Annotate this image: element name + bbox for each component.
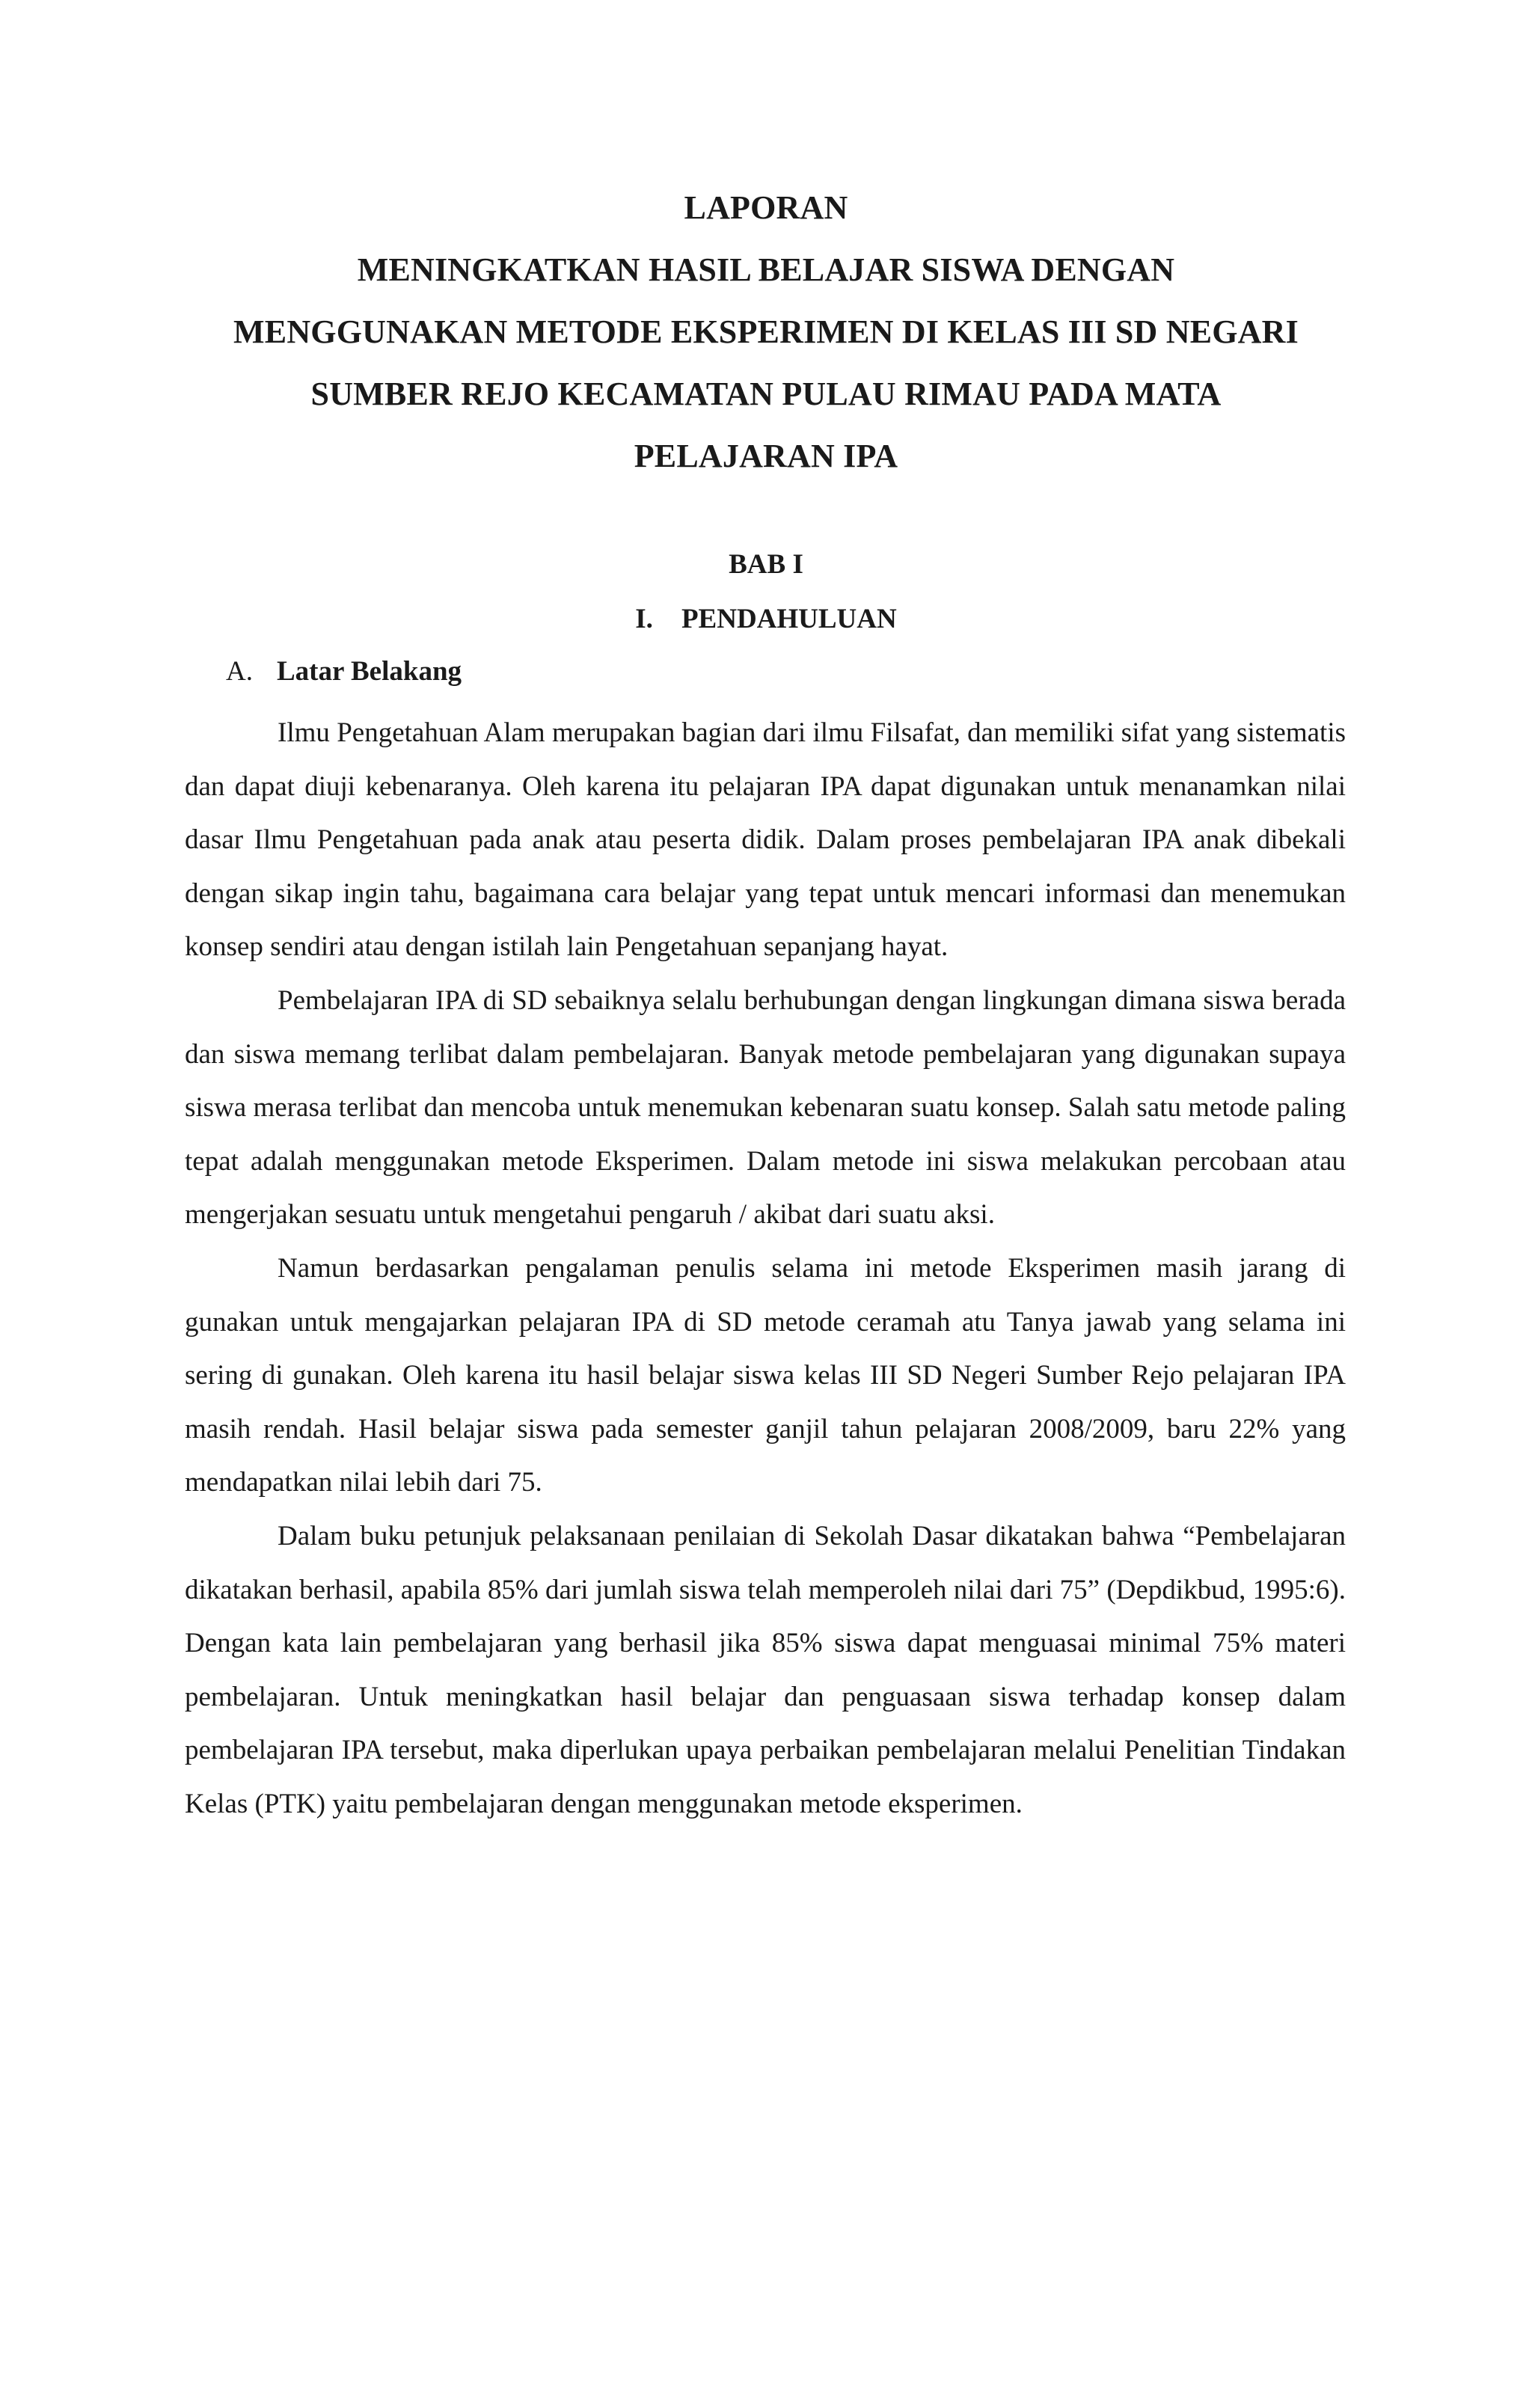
chapter-heading [0,601,1532,638]
title-line: LAPORAN [684,189,848,226]
title-line: MENINGKATKAN HASIL BELAJAR SISWA DENGAN [357,251,1175,288]
title-line: PELAJARAN IPA [634,438,898,474]
paragraph: Pembelajaran IPA di SD sebaiknya selalu berhubungan dengan lingkungan dimana siswa berada dan siswa memang terlibat dalam pembelajaran. Banyak metode pembelajaran yang digunakan supaya siswa merasa terlibat dan mencoba untuk menemukan kebenaran suatu konsep. Salah satu metode paling tepat adalah menggunakan metode Eksperimen. Dalam metode ini siswa melakukan percobaan atau mengerjakan sesuatu untuk mengetahui pengaruh / akibat dari suatu aksi. [185,984,1346,1231]
chapter-number: I. [635,604,653,634]
section-letter: A. [226,656,253,687]
paragraph: Ilmu Pengetahuan Alam merupakan bagian dari ilmu Filsafat, dan memiliki sifat yang sistematis dan dapat diuji kebenaranya. Oleh karena itu pelajaran IPA dapat digunakan untuk menanamkan nilai dasar Ilmu Pengetahuan pada anak atau peserta didik. Dalam proses pembelajaran IPA anak dibekali dengan sikap ingin tahu, bagaimana cara belajar yang tepat untuk mencari informasi dan menemukan konsep sendiri atau dengan istilah lain Pengetahuan sepanjang hayat. [185,717,1346,963]
chapter-title: PENDAHULUAN [681,604,897,634]
section-title: Latar Belakang [277,656,462,687]
paragraph: Dalam buku petunjuk pelaksanaan penilaian di Sekolah Dasar dikatakan bahwa “Pembelajaran dikatakan berhasil, apabila 85% dari jumlah siswa telah memperoleh nilai dari 75” (Depdikbud, 1995:6). Dengan kata lain pembelajaran yang berhasil jika 85% siswa dapat menguasai minimal 75% materi pembelajaran. Untuk meningkatkan hasil belajar dan penguasaan siswa terhadap konsep dalam pembelajaran IPA tersebut, maka diperlukan upaya perbaikan pembelajaran melalui Penelitian Tindakan Kelas (PTK) yaitu pembelajaran dengan menggunakan metode eksperimen. [185,1520,1346,1819]
title-line: MENGGUNAKAN METODE EKSPERIMEN DI KELAS III SD NEGARI [233,313,1299,350]
paragraph: Namun berdasarkan pengalaman penulis selama ini metode Eksperimen masih jarang di gunakan untuk mengajarkan pelajaran IPA di SD metode ceramah atu Tanya jawab yang selama ini sering di gunakan. Oleh karena itu hasil belajar siswa kelas III SD Negeri Sumber Rejo pelajaran IPA masih rendah. Hasil belajar siswa pada semester ganjil tahun pelajaran 2008/2009, baru 22% yang mendapatkan nilai lebih dari 75. [185,1252,1346,1498]
section-heading [226,653,462,690]
report-title [0,177,1532,487]
body-text [185,706,1346,1830]
title-line: SUMBER REJO KECAMATAN PULAU RIMAU PADA MATA [310,376,1222,412]
bab-heading: BAB I [729,549,803,580]
